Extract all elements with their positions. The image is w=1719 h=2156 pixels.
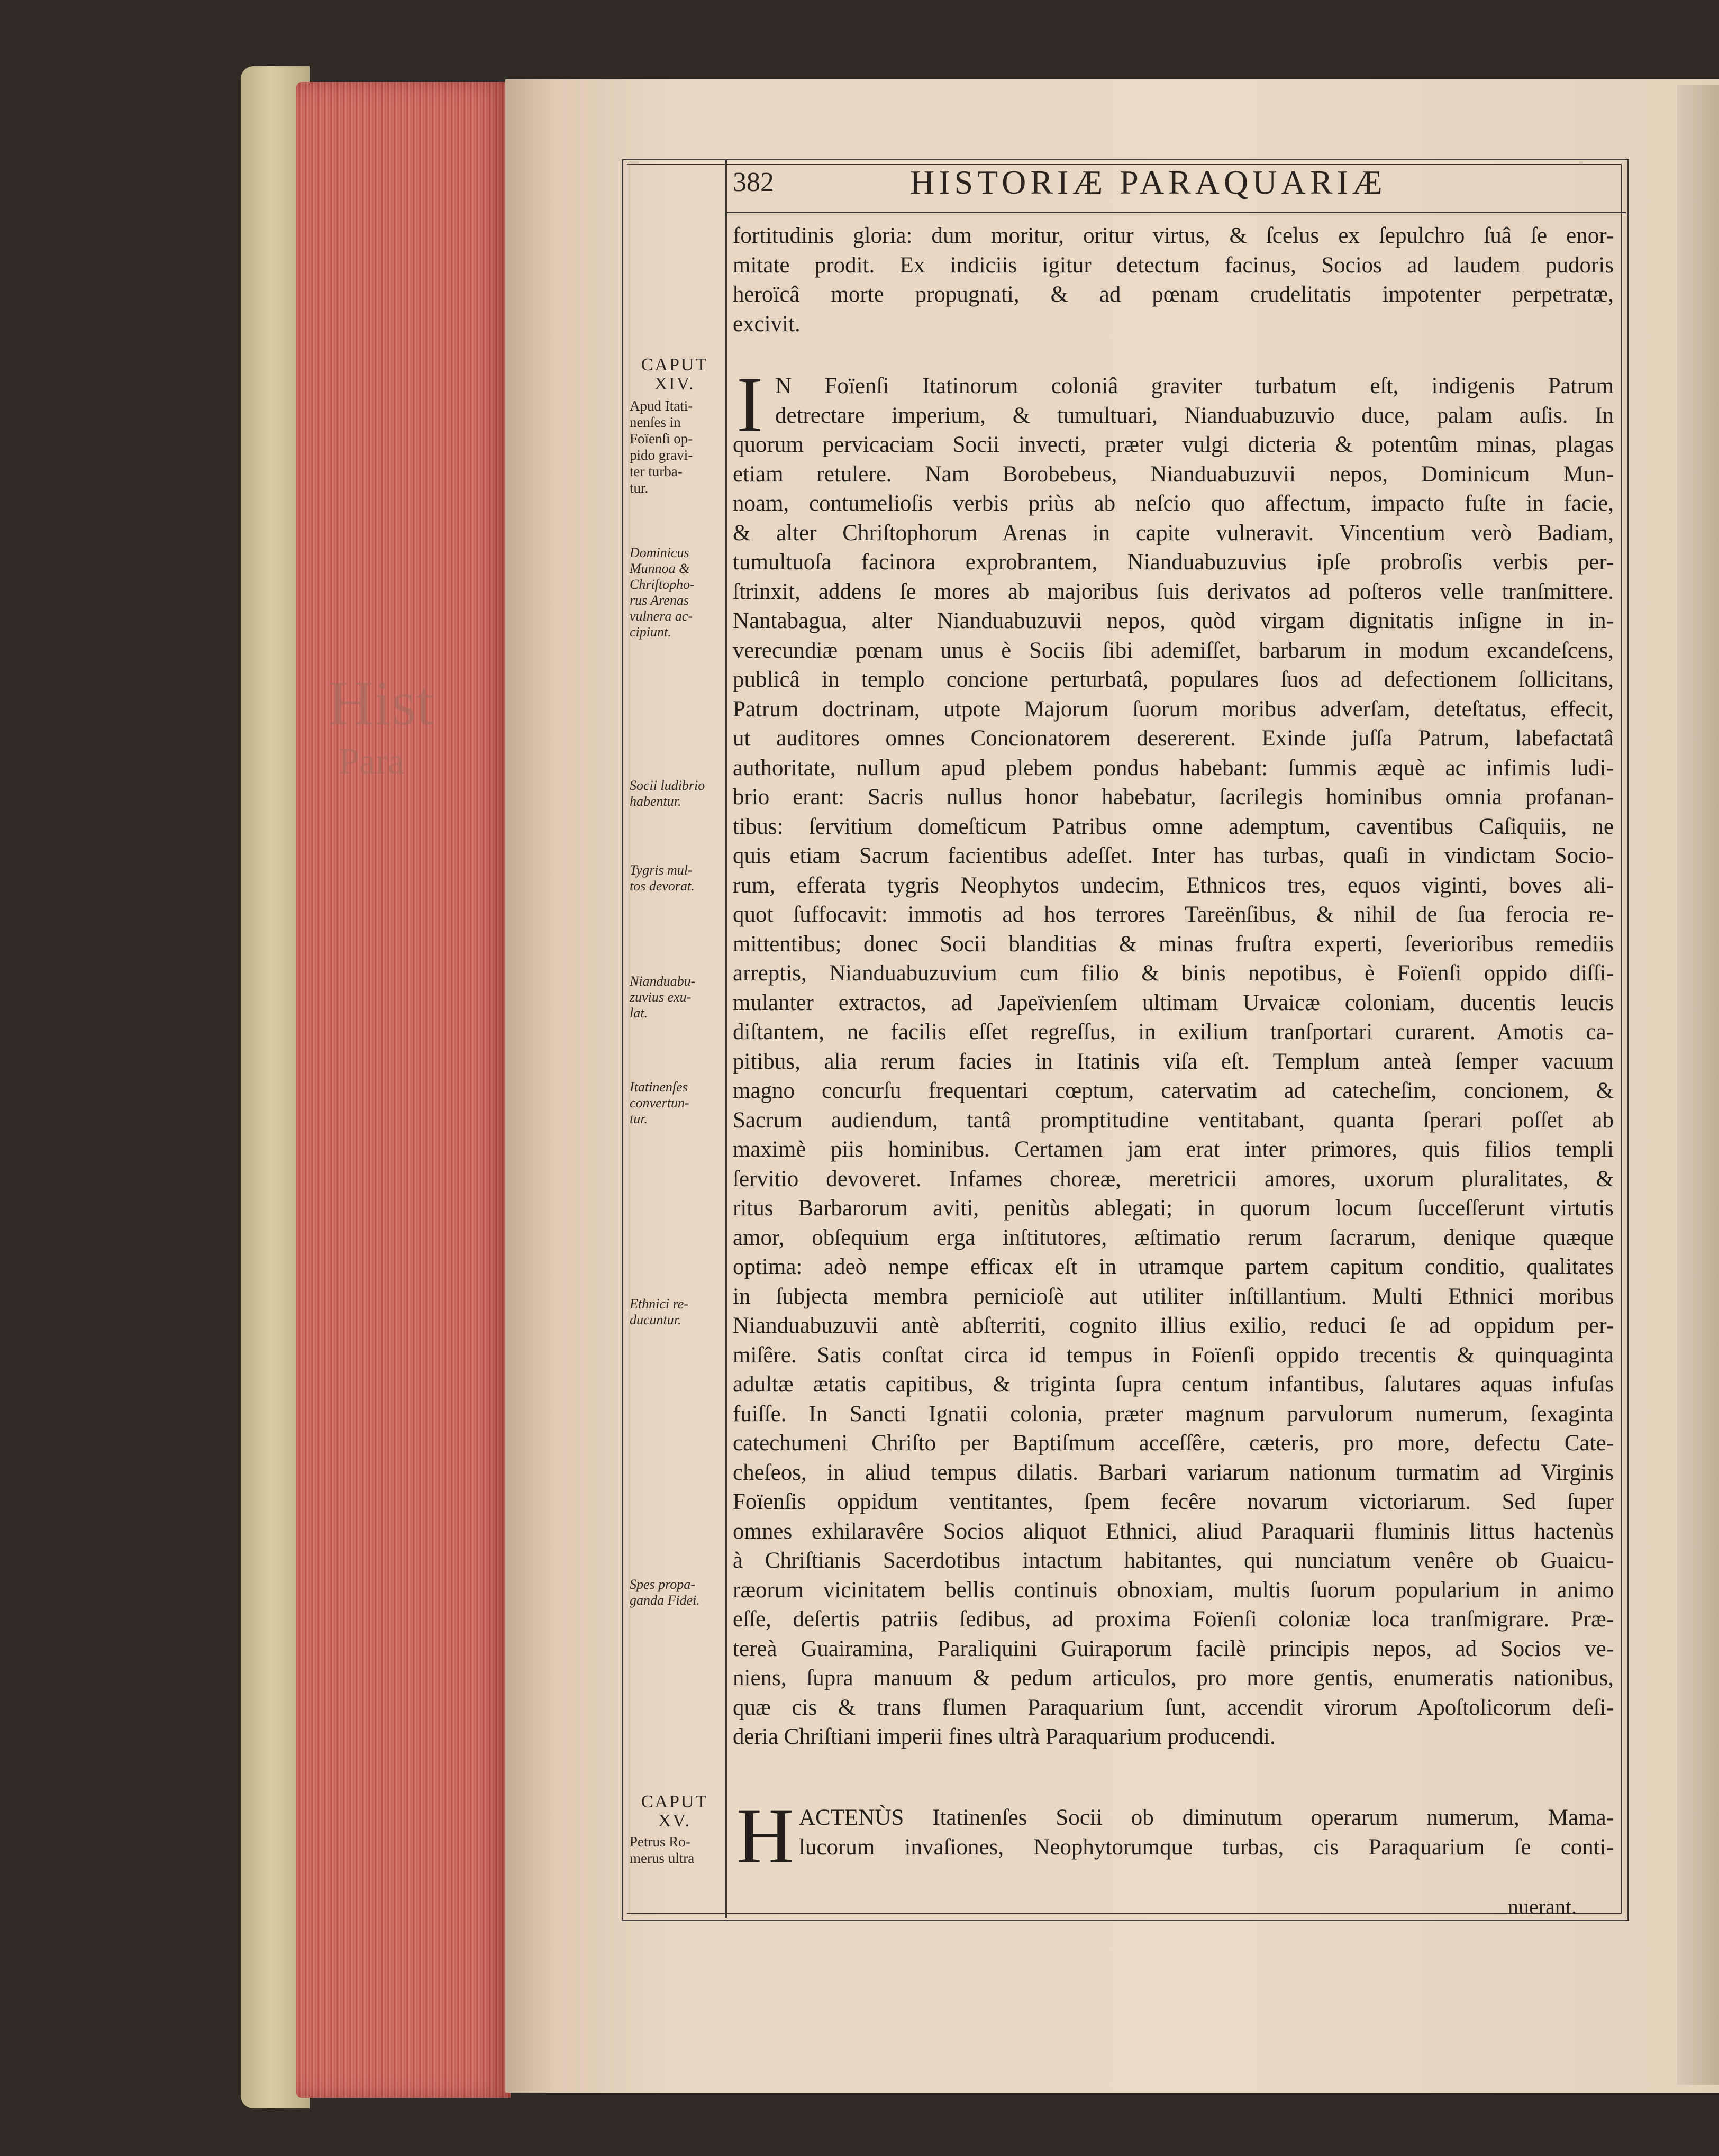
text-line: ut auditores omnes Concionatorem desererent. Exinde juſſa Patrum, labefactatâ — [733, 726, 1614, 751]
text-line: Patrum doctrinam, utpote Majorum ſuorum moribus adverſam, deteſtatus, effecit, — [733, 696, 1614, 722]
text-line: deria Chriſtiani imperii fines ultrà Paraquarium producendi. — [733, 1724, 1276, 1749]
running-head: HISTORIÆ PARAQUARIÆ — [910, 163, 1387, 201]
note-line: Tygris mul- — [630, 862, 693, 878]
text-line: ræorum vicinitatem bellis continuis obnoxiam, multis ſuorum popularium in animo — [733, 1577, 1614, 1603]
caput-xiv-summary — [630, 398, 720, 496]
text-line: in ſubjecta membra pernicioſè aut utiliter inſtillantium. Multi Ethnici moribus — [733, 1284, 1614, 1309]
caput-number: XIV. — [654, 374, 695, 394]
text-line: miſêre. Satis conſtat circa id tempus in Foïenſi oppido trecentis & quinquaginta — [733, 1342, 1614, 1368]
text-line: Nianduabuzuvii antè abſterriti, cognito illius exilio, reduci ſe ad oppidum per- — [733, 1313, 1614, 1338]
text-line: optima: adeò nempe efficax eſt in utramque partem capitum conditio, qualitates — [733, 1254, 1614, 1279]
text-line: quot ſuffocavit: immotis ad hos terrores Tareënſibus, & nihil de ſua ferocia re- — [733, 902, 1614, 927]
note-line: vulnera ac- — [630, 608, 693, 624]
text-line: detrectare imperium, & tumultuari, Nianduabuzuvio duce, palam auſis. In — [775, 403, 1614, 428]
summary-line: pido gravi- — [630, 447, 693, 463]
margin-note — [630, 1296, 722, 1328]
caput-label: CAPUT — [641, 355, 708, 375]
caput-xv-label — [630, 1793, 720, 1831]
summary-line: tur. — [630, 480, 649, 496]
text-line: diſtantem, ne facilis eſſet regreſſus, in exilium tranſportari curarent. Amotis ca- — [733, 1020, 1614, 1044]
chapter-xv-text — [799, 1803, 1614, 1862]
chapter-xiv-text — [733, 361, 1614, 1752]
summary-line: ter turba- — [630, 463, 683, 479]
text-line: lucorum invaſiones, Neophytorumque turbas, cis Paraquarium ſe conti- — [799, 1834, 1614, 1860]
text-line: etiam retulere. Nam Borobebeus, Nianduabuzuvii nepos, Dominicum Mun- — [733, 461, 1614, 487]
text-line: ſtrinxit, addens ſe mores ab majoribus ſuis derivatos ad poſteros velle tranſmittere. — [733, 579, 1614, 604]
drop-cap-i: I — [736, 361, 763, 449]
text-line: tumultuoſa facinora exprobrantem, Nianduabuzuvius ipſe probroſis verbis per- — [733, 550, 1614, 575]
note-line: Nianduabu- — [630, 974, 696, 989]
text-line: tibus: ſervitium domeſticum Patribus omne ademptum, caventibus Caſiquiis, ne — [733, 814, 1614, 839]
text-line: noam, contumelioſis verbis priùs ab neſcio quo affectum, impacto fuſte in facie, — [733, 491, 1614, 516]
text-line: mulanter extractos, ad Japeïvienſem ultimam Urvaicæ coloniam, ducentis leucis — [733, 990, 1614, 1015]
margin-note — [630, 1577, 722, 1608]
text-line: eſſe, deſertis patriis ſedibus, ad proxima Foïenſi coloniæ loca tranſmigrare. Præ- — [733, 1607, 1614, 1632]
summary-line: merus ultra — [630, 1850, 695, 1866]
margin-note — [630, 974, 722, 1021]
text-line: omnes exhilaravêre Socios aliquot Ethnici, aliud Paraquarii fluminis littus hactenùs — [733, 1518, 1614, 1544]
catchword: nuerant. — [1508, 1895, 1577, 1918]
drop-cap-h: H — [736, 1792, 794, 1880]
text-line: ritus Barbarorum aviti, penitùs ablegati; in quorum locum ſucceſſerunt virtutis — [733, 1196, 1614, 1221]
margin-note — [630, 1079, 722, 1127]
text-line: amor, obſequium erga inſtitutores, æſtimatio rerum ſacrarum, denique quæque — [733, 1225, 1614, 1250]
text-line: Foïenſis oppidum ventitantes, ſpem fecêre novarum victoriarum. Sed ſuper — [733, 1489, 1614, 1514]
text-line: quis etiam Sacrum facientibus adeſſet. Inter has turbas, quaſi in vindictam Socio- — [733, 843, 1614, 868]
text-line: Nantabagua, alter Nianduabuzuvii nepos, quòd virgam dignitatis inſigne in in- — [733, 608, 1614, 633]
text-line: publicâ in templo concione perturbatâ, populares ſuos ad defectionem ſollicitans, — [733, 667, 1614, 692]
text-line: quorum pervicaciam Socii invecti, præter vulgi dicteria & potentûm minas, plagas — [733, 432, 1614, 457]
note-line: Dominicus — [630, 545, 689, 560]
text-line: heroïcâ morte propugnati, & ad pœnam crudelitatis impotenter perpetratæ, — [733, 282, 1614, 307]
opening-paragraph — [733, 221, 1614, 339]
note-line: ducuntur. — [630, 1312, 681, 1327]
note-line: cipiunt. — [630, 624, 671, 640]
note-line: habentur. — [630, 794, 681, 809]
spine-text-1: Hist — [328, 668, 434, 738]
facing-page-edge — [1677, 85, 1719, 2085]
note-line: Munnoa & — [630, 561, 690, 576]
text-line: rum, efferata tygris Neophytos undecim, Ethnicos tres, equos viginti, boves ali- — [733, 872, 1614, 898]
note-line: tos devorat. — [630, 878, 695, 894]
note-line: lat. — [630, 1005, 648, 1021]
text-line: niens, ſupra manuum & pedum articulos, pro more gentis, enumeratis nationibus, — [733, 1666, 1614, 1690]
summary-line: Apud Itati- — [630, 398, 693, 414]
caput-xv-summary — [630, 1834, 720, 1867]
margin-rule — [725, 159, 727, 1918]
text-line: cheſeos, in aliud tempus dilatis. Barbari variarum nationum turmatim ad Virginis — [733, 1460, 1614, 1485]
note-line: ganda Fidei. — [630, 1593, 700, 1608]
text-line: & alter Chriſtophorum Arenas in capite vulneravit. Vincentium verò Badiam, — [733, 520, 1614, 545]
summary-line: nenſes in — [630, 414, 681, 430]
text-line: tereà Guairamina, Paraliquini Guiraporum facilè principis nepos, ad Socios ve- — [733, 1636, 1614, 1661]
caput-label: CAPUT — [641, 1792, 708, 1812]
text-line: fortitudinis gloria: dum moritur, oritur virtus, & ſcelus ex ſepulchro ſuâ ſe enor- — [733, 223, 1614, 248]
text-line: excivit. — [733, 311, 801, 336]
text-line: à Chriſtianis Sacerdotibus intactum habitantes, qui nunciatum venêre ob Guaicu- — [733, 1548, 1614, 1573]
page-edges — [296, 82, 511, 2098]
text-line: fuiſſe. In Sancti Ignatii colonia, præter magnum parvulorum numerum, ſexaginta — [733, 1401, 1614, 1426]
caput-number: XV. — [658, 1811, 692, 1831]
note-line: Spes propa- — [630, 1577, 695, 1592]
text-line: Sacrum audiendum, tantâ promptitudine ventitabant, quanta ſperari poſſet ab — [733, 1107, 1614, 1133]
text-line: ACTENÙS Itatinenſes Socii ob diminutum operarum numerum, Mama- — [799, 1805, 1614, 1830]
note-line: Chriſtopho- — [630, 577, 695, 592]
text-line: arreptis, Nianduabuzuvium cum filio & binis nepotibus, è Foïenſi oppido diſſi- — [733, 961, 1614, 986]
margin-note — [630, 778, 722, 809]
note-line: Itatinenſes — [630, 1079, 688, 1095]
text-line: maximè piis hominibus. Certamen jam erat inter primores, quis filios templi — [733, 1137, 1614, 1162]
text-line: mitate prodit. Ex indiciis igitur detectum facinus, Socios ad laudem pudoris — [733, 252, 1614, 278]
text-line: mittentibus; donec Socii blanditias & minas fruſtra experti, ſeverioribus remediis — [733, 931, 1614, 957]
text-line: N Foïenſi Itatinorum coloniâ graviter turbatum eſt, indigenis Patrum — [775, 374, 1614, 398]
margin-note — [630, 862, 722, 894]
text-line: pitibus, alia rerum facies in Itatinis viſa eſt. Templum anteà ſemper vacuum — [733, 1049, 1614, 1074]
summary-line: Foïenſi op- — [630, 431, 693, 447]
summary-line: Petrus Ro- — [630, 1834, 690, 1850]
text-line: magno concurſu frequentari cœptum, catervatim ad catecheſim, concionem, & — [733, 1078, 1614, 1103]
note-line: zuvius exu- — [630, 989, 692, 1005]
text-line: ſervitio devoveret. Infames choreæ, meretricii amores, uxorum pluralitates, & — [733, 1166, 1614, 1191]
note-line: Ethnici re- — [630, 1296, 688, 1312]
note-line: convertun- — [630, 1095, 689, 1111]
margin-note — [630, 545, 722, 640]
text-line: catechumeni Chriſto per Baptiſmum acceſſêre, cæteris, pro more, defectu Cate- — [733, 1431, 1614, 1455]
note-line: tur. — [630, 1111, 648, 1126]
text-line: authoritate, nullum apud plebem pondus habebant: ſummis æquè ac infimis ludi- — [733, 755, 1614, 780]
caput-xiv-label — [630, 356, 720, 394]
text-line: brio erant: Sacris nullus honor habebatur, ſacrilegis hominibus omnia profanan- — [733, 785, 1614, 809]
text-line: verecundiæ pœnam unus è Sociis ſibi ademiſſet, barbarum in modum excandeſcens, — [733, 638, 1614, 663]
text-line: quæ cis & trans flumen Paraquarium ſunt, accendit virorum Apoſtolicorum deſi- — [733, 1695, 1614, 1720]
note-line: rus Arenas — [630, 593, 689, 608]
header-rule — [725, 212, 1626, 213]
page-number: 382 — [733, 167, 774, 197]
note-line: Socii ludibrio — [630, 778, 705, 793]
text-line: adultæ ætatis capitibus, & triginta ſupra centum infantibus, ſalutares aquas infuſas — [733, 1372, 1614, 1397]
spine-text-2: Para — [339, 741, 405, 782]
